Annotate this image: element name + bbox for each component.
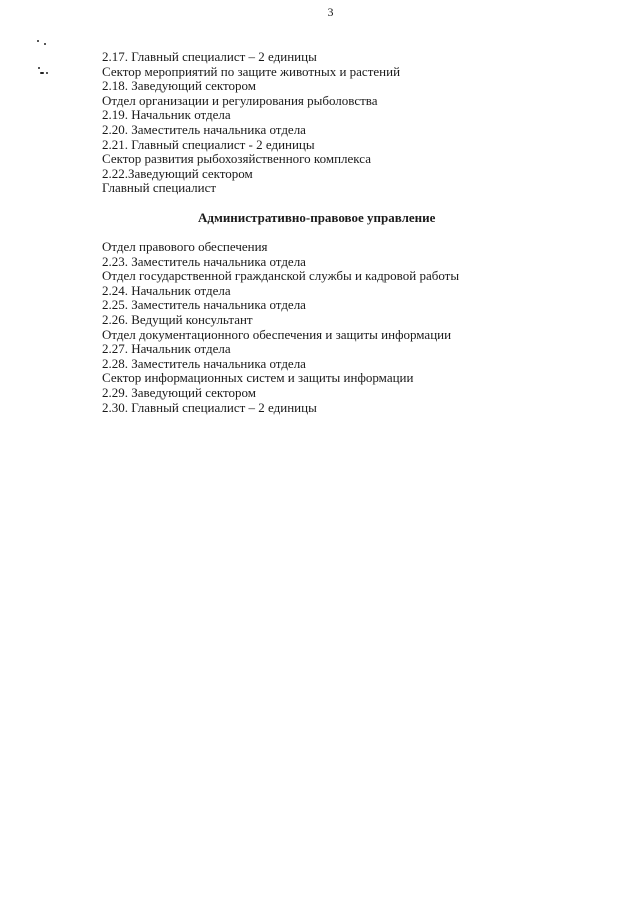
staff-line: 2.29. Заведующий сектором (102, 384, 257, 400)
scan-speck (37, 40, 39, 42)
staff-line: Сектор развития рыбохозяйственного комплекса (102, 151, 371, 167)
staff-line: 2.22.Заведующий сектором (102, 165, 253, 181)
staff-line: 2.18. Заведующий сектором (102, 78, 257, 94)
staff-line: 2.20. Заместитель начальника отдела (102, 121, 306, 137)
staff-line: Отдел правового обеспечения (102, 239, 268, 254)
scan-speck (38, 67, 40, 69)
scan-speck (46, 72, 48, 74)
staff-line: 2.23. Заместитель начальника отдела (102, 253, 306, 269)
staff-line: 2.28. Заместитель начальника отдела (102, 355, 306, 371)
page-number: 3 (327, 5, 334, 19)
staff-line: 2.25. Заместитель начальника отдела (102, 297, 306, 313)
staff-line: Сектор мероприятий по защите животных и растений (102, 63, 401, 79)
staff-line: Главный специалист (102, 180, 217, 196)
staff-line: Отдел государственной гражданской службы и кадровой работы (102, 268, 460, 284)
staff-line: 2.17. Главный специалист – 2 единицы (102, 49, 317, 64)
staff-line: Сектор информационных систем и защиты информации (102, 370, 414, 386)
staff-line: 2.19. Начальник отдела (102, 107, 231, 123)
staff-line: Отдел организации и регулирования рыболовства (102, 92, 378, 108)
staff-line: 2.30. Главный специалист – 2 единицы (102, 399, 317, 415)
staff-line: Отдел документационного обеспечения и защиты информации (102, 326, 452, 342)
staff-line: 2.21. Главный специалист - 2 единицы (102, 136, 315, 152)
section-heading: Административно-правовое управление (198, 210, 436, 225)
staff-line: 2.24. Начальник отдела (102, 282, 231, 298)
scan-speck (44, 43, 46, 45)
staff-list-upper (102, 50, 400, 196)
staff-line: 2.26. Ведущий консультант (102, 311, 253, 327)
staff-list-lower (102, 240, 459, 415)
staff-line: 2.27. Начальник отдела (102, 341, 231, 357)
scan-speck (40, 72, 44, 74)
